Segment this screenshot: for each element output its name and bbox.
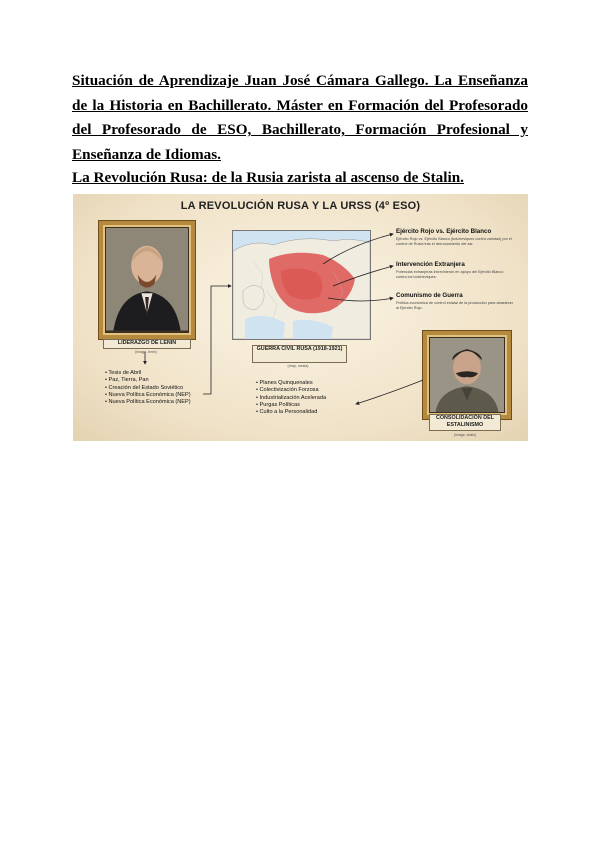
- lenin-bullet: • Nueva Política Económica (NEP): [105, 392, 225, 399]
- arrow: [333, 266, 393, 286]
- stalin-bullet: • Colectivización Forzosa: [256, 387, 376, 394]
- arrow: [203, 286, 231, 394]
- lenin-bullet: • Tesis de Abril: [105, 370, 225, 377]
- stalin-bullet: • Culto a la Personalidad: [256, 409, 376, 416]
- connector-arrows: [73, 194, 528, 441]
- stalin-credit: (image, stalin): [453, 433, 477, 437]
- lenin-bullet: • Nueva Política Económica (NEP): [105, 399, 225, 406]
- stalin-plaque: CONSOLIDACIÓN DEL ESTALINISMO: [429, 414, 501, 431]
- right-text: Política económica de control estatal de la producción para abastecer al Ejército Rojo.: [396, 301, 514, 310]
- lenin-bullet: • Paz, Tierra, Pan: [105, 377, 225, 384]
- stalin-bullet: • Purgas Políticas: [256, 402, 376, 409]
- lenin-bullet: • Creación del Estado Soviético: [105, 385, 225, 392]
- arrow: [356, 380, 423, 404]
- right-text: Potencias extranjeras intervinieron en apoyo del Ejército Blanco contra los bolcheviques.: [396, 270, 504, 279]
- stalin-bullet: • Industrialización Acelerada: [256, 395, 376, 402]
- lenin-plaque: LIDERAZGO DE LENIN: [103, 339, 191, 349]
- arrow: [328, 298, 393, 301]
- infographic-title: LA REVOLUCIÓN RUSA Y LA URSS (4º ESO): [180, 200, 421, 212]
- arrow: [323, 234, 393, 264]
- revolution-infographic: [73, 194, 528, 441]
- right-heading: Comunismo de Guerra: [396, 292, 463, 299]
- document-heading: Situación de Aprendizaje Juan José Cámara Gallego. La Enseñanza de la Historia en Bachillerato. Máster en Formación del Profesorado del Profesorado de ESO, Bachillerato, Formación Profesional y Enseñanza de Idiomas.: [72, 72, 528, 163]
- right-heading: Ejército Rojo vs. Ejército Blanco: [396, 228, 492, 235]
- right-heading: Intervención Extranjera: [396, 261, 465, 268]
- right-text: Ejército Rojo vs. Ejército Blanco (bolcheviques contra zaristas) por el control de Rusia tras el derrocamiento del zar.: [396, 237, 512, 246]
- stalin-bullet: • Planes Quinquenales: [256, 380, 376, 387]
- map-plaque: GUERRA CIVIL RUSA (1918-1921): [252, 345, 347, 363]
- document-subheading: La Revolución Rusa: de la Rusia zarista al ascenso de Stalin.: [72, 169, 464, 186]
- map-credit: (map, russia): [287, 364, 309, 368]
- lenin-credit: (image, lenin): [135, 350, 157, 354]
